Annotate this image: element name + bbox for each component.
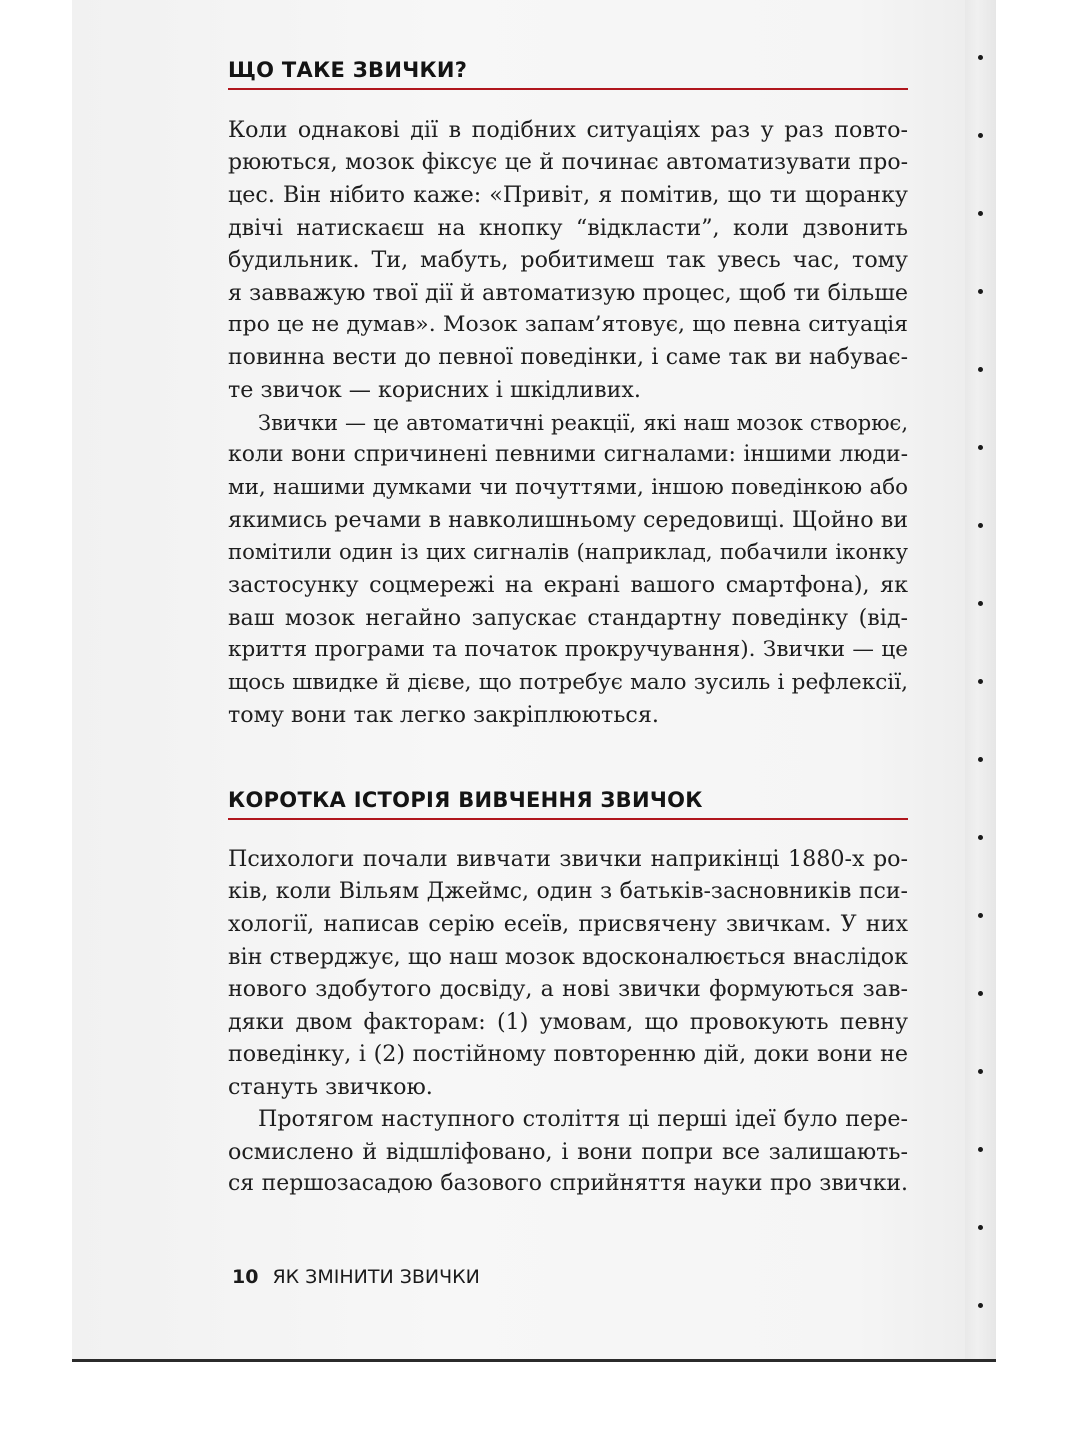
page-edge-dot [978,133,983,138]
text-line: двічі натискаєш на кнопку “відкласти”, коли дзвонить [228,214,908,241]
text-line: помітили один із цих сигналів (наприклад, побачили іконку [228,539,908,565]
text-line: застосунку соцмережі на екрані вашого смартфона), як [228,572,908,598]
text-line: коли вони спричинені певними сигналами: іншими люди- [228,442,908,467]
section-body [228,843,908,1201]
page-edge-dot [978,523,983,528]
text-line: він стверджує, що наш мозок вдосконалюється внаслідок [228,943,908,970]
page-edge-dot [978,1225,983,1230]
text-line: криття програми та початок прокручування). Звички — це [228,637,908,662]
section-heading: КОРОТКА ІСТОРІЯ ВИВЧЕННЯ ЗВИЧОК [228,788,703,812]
text-line: те звичок — корисних і шкідливих. [228,377,641,403]
text-line: ся першозасадою базового сприйняття науки про звички. [228,1171,908,1196]
page-edge-dot [978,913,983,918]
text-line: стануть звичкою. [228,1073,433,1100]
page-edge-dot [978,1069,983,1074]
text-line: я завважую твої дії й автоматизую процес, щоб ти більше [228,279,908,306]
text-line: якимись речами в навколишньому середовищі. Щойно ви [228,507,908,533]
text-line: нового здобутого досвіду, а нові звички формуються зав- [228,976,908,1002]
page-number: 10 [232,1266,259,1288]
heading-rule [228,818,908,820]
text-line: Звички — це автоматичні реакції, які наш мозок створює, [258,409,908,435]
text-line: ваш мозок негайно запускає стандартну поведінку (від- [228,604,908,631]
text-line: тому вони так легко закріплюються. [228,702,659,728]
page-footer [232,1266,480,1288]
page-edge [965,0,996,1362]
book-page-photo [72,0,996,1362]
text-line: поведінку, і (2) постійному повторенню дій, доки вони не [228,1041,908,1067]
text-line: цес. Він нібито каже: «Привіт, я помітив, що ти щоранку [228,182,908,208]
page-edge-dot [978,679,983,684]
text-line: дяки двом факторам: (1) умовам, що провокують певну [228,1008,908,1035]
text-line: ків, коли Вільям Джеймс, один з батьків-засновників пси- [228,878,908,904]
page-edge-dot [978,601,983,606]
text-line: будильник. Ти, мабуть, робитимеш так увесь час, тому [228,247,908,273]
text-line: про це не думав». Мозок запам’ятовує, що певна ситуація [228,312,908,337]
page-edge-dot [978,991,983,996]
text-line: повинна вести до певної поведінки, і саме так ви набуває- [228,344,908,370]
text-line: рюються, мозок фіксує це й починає автоматизувати про- [228,149,908,175]
page-edge-dot [978,1147,983,1152]
page-edge-dot [978,289,983,294]
section-body [228,114,908,732]
text-line: Психологи почали вивчати звички наприкінці 1880-х ро- [228,846,908,872]
page-edge-dot [978,445,983,450]
section-heading: ЩО ТАКЕ ЗВИЧКИ? [228,58,468,82]
page-edge-dot [978,835,983,840]
text-line: Коли однакові дії в подібних ситуаціях раз у раз повто- [228,117,908,143]
text-line: щось швидке й дієве, що потребує мало зусиль і рефлексії, [228,669,908,695]
page-edge-dot [978,55,983,60]
heading-rule [228,88,908,90]
page-edge-dot [978,367,983,372]
page-edge-dot [978,757,983,762]
text-line: Протягом наступного століття ці перші ідеї було пере- [258,1106,908,1132]
page-bottom-edge [72,1359,996,1362]
page-edge-dot [978,211,983,216]
text-line: ми, нашими думками чи почуттями, іншою поведінкою або [228,474,908,500]
page-edge-dot [978,1303,983,1308]
text-line: осмислено й відшліфовано, і вони попри все залишають- [228,1138,908,1165]
running-title: ЯК ЗМІНИТИ ЗВИЧКИ [272,1266,480,1288]
text-line: хології, написав серію есеїв, присвячену звичкам. У них [228,911,908,937]
